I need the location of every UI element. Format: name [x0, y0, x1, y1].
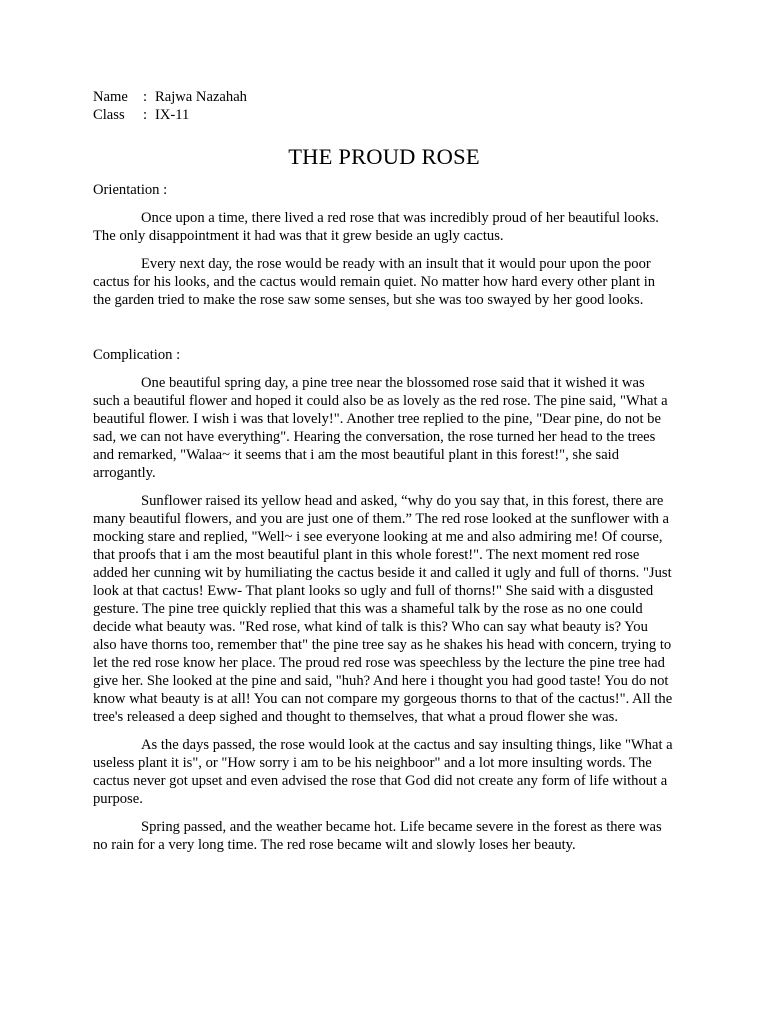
story-title: THE PROUD ROSE — [288, 144, 480, 169]
complication-paragraph-1: One beautiful spring day, a pine tree near the blossomed rose said that it wished it was such a beautiful flower and hoped it could also be as lovely as the red rose. The pine said, "What a beautiful flower. I wish i was that lovely!". Another tree replied to the pine, "Dear pine, do not be sad, we can not have everything". Hearing the conversation, the rose turned her head to the trees and remarked, "Walaa~ it seems that i am the most beautiful plant in this forest!", she said arrogantly. — [93, 375, 668, 481]
complication-paragraph-4: Spring passed, and the weather became hot. Life became severe in the forest as there was no rain for a very long time. The red rose became wilt and slowly loses her beauty. — [93, 819, 662, 853]
complication-heading: Complication : — [93, 347, 181, 363]
class-separator: : — [143, 107, 148, 123]
complication-paragraph-3: As the days passed, the rose would look at the cactus and say insulting things, like "What a useless plant it is", or "How sorry i am to be his neighboor" and a lot more insulting words. The cactus never got upset and even advised the rose that God did not create any form of life without a purpose. — [93, 737, 673, 807]
student-info — [93, 88, 247, 124]
complication-section — [93, 346, 675, 854]
orientation-paragraph-1: Once upon a time, there lived a red rose that was incredibly proud of her beautiful looks. The only disappointment it had was that it grew beside an ugly cactus. — [93, 210, 659, 244]
orientation-section — [93, 181, 675, 309]
class-label: Class — [93, 107, 125, 123]
name-value: Rajwa Nazahah — [155, 89, 247, 105]
class-value: IX-11 — [155, 107, 190, 123]
orientation-paragraph-2: Every next day, the rose would be ready with an insult that it would pour upon the poor cactus for his looks, and the cactus would remain quiet. No matter how hard every other plant in the garden tried to make the rose saw some senses, but she was too swayed by her good looks. — [93, 256, 656, 308]
name-row — [93, 88, 247, 106]
orientation-heading: Orientation : — [93, 182, 168, 198]
story-body — [93, 181, 675, 864]
class-row — [93, 106, 247, 124]
section-spacer — [93, 319, 675, 346]
name-separator: : — [143, 89, 148, 105]
complication-paragraph-2: Sunflower raised its yellow head and asked, “why do you say that, in this forest, there are many beautiful flowers, and you are just one of them.” The red rose looked at the sunflower with a mocking stare and replied, "Well~ i see everyone looking at me and also admiring me! Of course, that proofs that i am the most beautiful plant in this whole forest!". The next moment red rose added her cunning wit by humiliating the cactus beside it and called it ugly and full of thorns. "Just look at that cactus! Eww- That plant looks so ugly and full of thorns!" She said with a disgusted gesture. The pine tree quickly replied that this was a shameful talk by the rose as no one could decide what beauty was. "Red rose, what kind of talk is this? Who can say what beauty is? You also have thorns too, remember that" the pine tree say as he shakes his head with concern, trying to let the red rose know her place. The proud red rose was speechless by the lecture the pine tree had give her. She looked at the pine and said, "huh? And here i thought you had good taste! You do not know what beauty is at all! You can not compare my gorgeous thorns to that of the cactus!". All the tree's released a deep sighed and thought to themselves, that what a proud flower she was. — [93, 493, 673, 725]
name-label: Name — [93, 89, 128, 105]
